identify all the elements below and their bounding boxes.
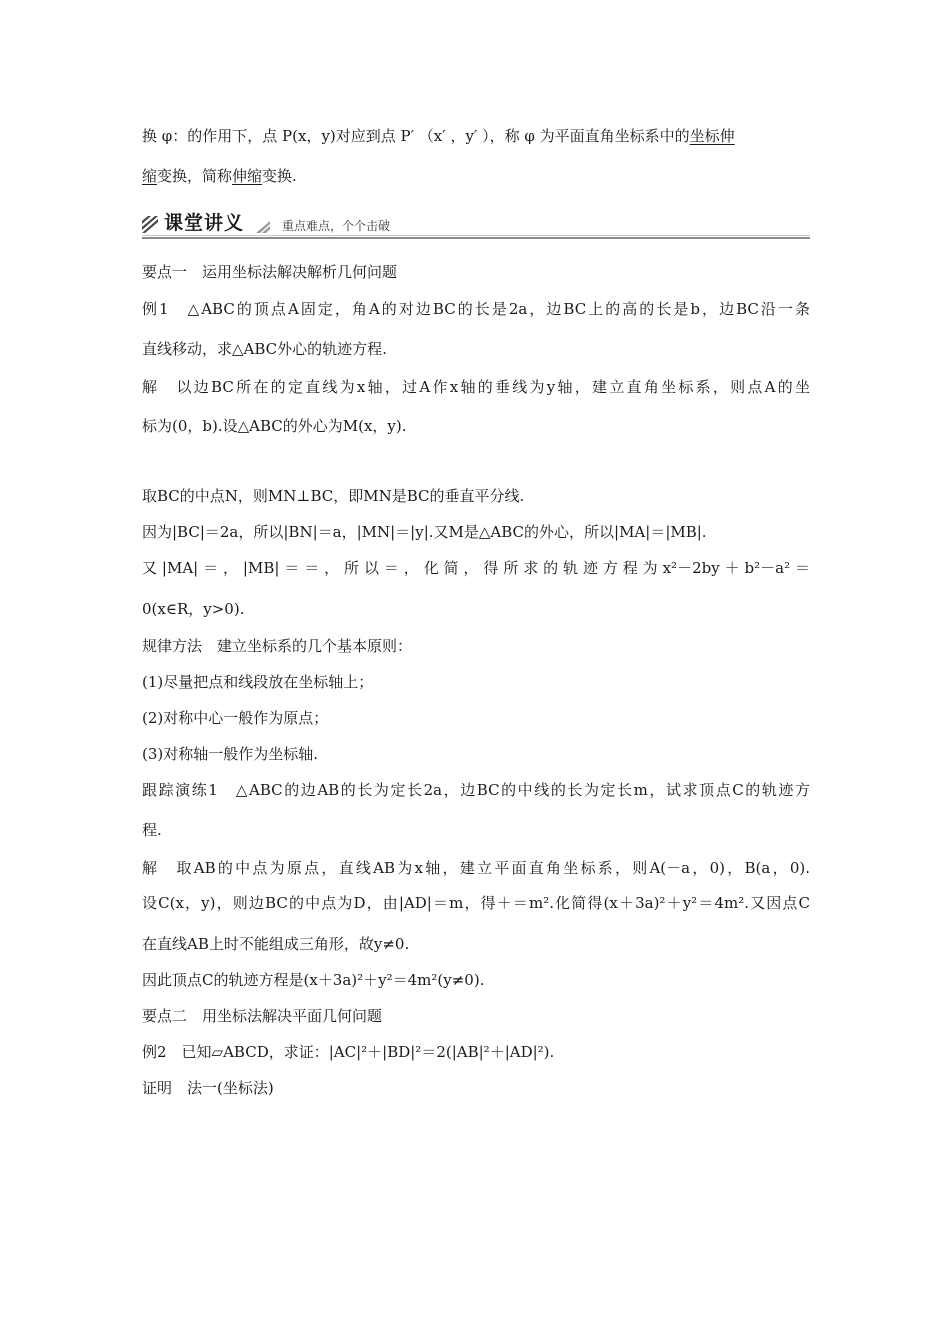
practice-1-line-1: 跟踪演练1 △ABC的边AB的长为定长2a，边BC的中线的长为定长m，试求顶点C的轨迹方 [142,781,810,799]
stripe-decoration-icon [142,215,158,233]
banner-subtitle: 重点难点，个个击破 [282,219,391,233]
section-banner [142,209,810,239]
solution-2-line-2: 设C(x，y)，则边BC的中点为D，由|AD|＝m，得＋＝m².化简得(x＋3a)²＋y²＝4m².又因点C [142,894,810,912]
stripe-decoration-icon [256,215,270,233]
underlined-term: 缩 [142,167,158,185]
banner-title: 课堂讲义 [164,212,245,234]
solution-1-line-5: 又|MA|＝，|MB|＝＝，所以＝，化简，得所求的轨迹方程为x²－2by＋b²－a²＝ [142,559,810,577]
underlined-term: 伸缩 [232,167,263,185]
solution-1-line-4: 因为|BC|＝2a，所以|BN|＝a，|MN|＝|y|.又M是△ABC的外心，所以|MA|＝|MB|. [142,523,707,541]
method-rule-2: (2)对称中心一般作为原点； [142,709,329,727]
example-1-line-2: 直线移动，求△ABC外心的轨迹方程. [142,340,387,358]
solution-1-line-1: 解 以边BC所在的定直线为x轴，过A作x轴的垂线为y轴，建立直角坐标系，则点A的坐 [142,378,810,396]
example-2-line: 例2 已知▱ABCD，求证：|AC|²＋|BD|²＝2(|AB|²＋|AD|²). [142,1043,555,1061]
solution-2-line-1: 解 取AB的中点为原点，直线AB为x轴，建立平面直角坐标系，则A(－a，0)，B(a，0). [142,859,810,877]
example-1-line-1: 例1 △ABC的顶点A固定，角A的对边BC的长是2a，边BC上的高的长是b，边BC沿一条 [142,300,810,318]
text-run: 变换，简称 [157,167,233,185]
paragraph-line-2 [142,166,810,186]
solution-1-line-6: 0(x∈R，y>0). [142,600,245,618]
solution-1-line-3: 取BC的中点N，则MN⊥BC，即MN是BC的垂直平分线. [142,487,525,505]
solution-2-line-4: 因此顶点C的轨迹方程是(x＋3a)²＋y²＝4m²(y≠0). [142,971,485,989]
practice-1-line-2: 程. [142,821,162,839]
underlined-term: 坐标伸 [689,127,735,145]
method-rule-1: (1)尽量把点和线段放在坐标轴上； [142,673,374,691]
method-heading: 规律方法 建立坐标系的几个基本原则： [142,637,413,655]
banner-rule [142,237,810,239]
paragraph-line-1 [142,126,810,146]
solution-2-line-3: 在直线AB上时不能组成三角形，故y≠0. [142,935,410,953]
proof-line: 证明 法一(坐标法) [142,1079,274,1097]
text-run: 变换. [262,167,297,185]
text-run: 换 φ：的作用下，点 P(x，y)对应到点 P′ （x′ ，y′ ），称 φ 为平面直角坐标系中的 [142,127,690,145]
banner-rule-thin [142,235,810,236]
heading-point-two: 要点二 用坐标法解决平面几何问题 [142,1007,383,1025]
method-rule-3: (3)对称轴一般作为坐标轴. [142,745,319,763]
solution-1-line-2: 标为(0，b).设△ABC的外心为M(x，y). [142,417,407,435]
heading-point-one: 要点一 运用坐标法解决解析几何问题 [142,263,398,281]
